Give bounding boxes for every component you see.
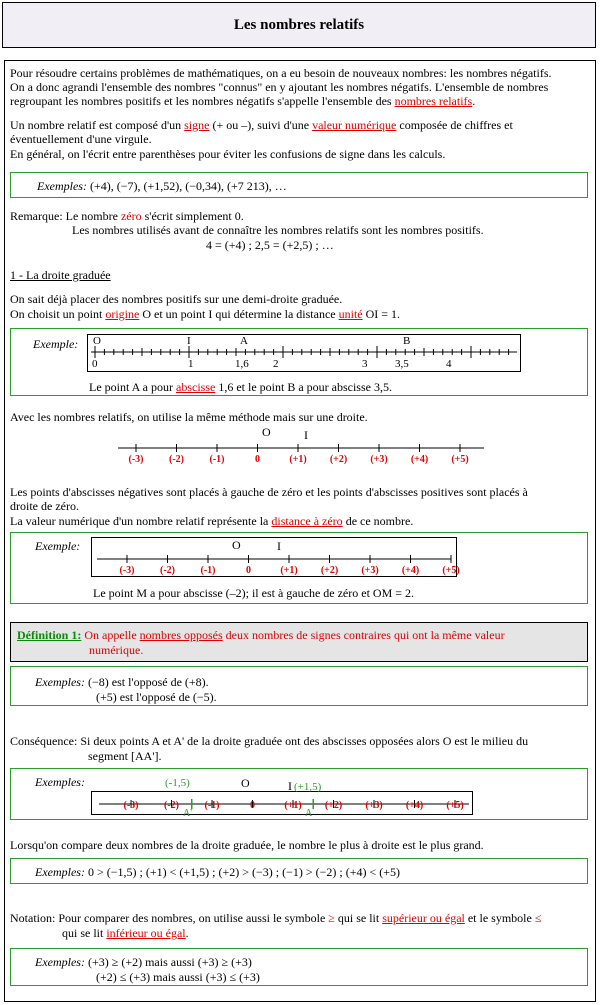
neg-line-3 (10, 514, 413, 529)
half-line-point-I: I (187, 335, 191, 347)
number-line-1-tick-label: (-3) (128, 454, 144, 465)
number-line-1-tick-label: (+5) (451, 454, 469, 465)
example-7-line-2: (+2) ≤ (+3) mais aussi (+3) ≤ (+3) (96, 970, 260, 984)
half-line-label-0: 0 (92, 358, 98, 370)
compose-text-e: composée de chiffres et (396, 118, 513, 132)
example-label: Exemples: (35, 775, 85, 789)
half-line-label-2: 2 (273, 358, 279, 370)
example-label: Exemples: (35, 955, 85, 969)
consequence-line-1: Conséquence: Si deux points A et A' de la droite graduée ont des abscisses opposées alors O est le milieu du (10, 734, 529, 748)
definition-1-title: Définition 1: (17, 628, 82, 642)
example-1-text: (+4), (−7), (+1,52), (−0,34), (+7 213), … (86, 179, 287, 193)
number-line-1-tick-label: (-2) (169, 454, 184, 465)
number-line-3-point-A: A (305, 808, 313, 819)
definition-1-line-2: numérique. (89, 643, 144, 657)
number-line-3-tick-label: (-3) (123, 800, 139, 811)
number-line-1-tick-label: (+2) (329, 454, 348, 465)
example-4-line-1 (35, 675, 209, 690)
example-2-caption (89, 380, 392, 395)
example-6-content (35, 865, 400, 880)
notation-line-1 (10, 911, 541, 926)
number-line-1-tick-label: (+1) (289, 454, 307, 465)
remarque-text-a: Remarque: Le nombre (10, 209, 121, 223)
term-distance-a-zero: distance à zéro (271, 514, 343, 528)
number-line-3-marks (124, 799, 464, 811)
compose-text-c: (+ ou –), suivi d'une (209, 118, 313, 132)
number-line-2-tick-label: (-3) (119, 565, 135, 576)
definition-1-line-1 (17, 628, 505, 643)
half-line-diagram (87, 334, 521, 374)
half-line-label-3-5: 3,5 (395, 358, 409, 370)
avec-text: Avec les nombres relatifs, on utilise la même méthode mais sur une droite. (10, 410, 368, 424)
term-signe: signe (184, 118, 210, 132)
number-line-3-tick-label: (-1) (204, 800, 220, 811)
example-3-caption: Le point M a pour abscisse (–2); il est à gauche de zéro et OM = 2. (93, 586, 415, 600)
number-line-2-point-I: I (277, 539, 281, 553)
number-line-3-label-minus-1-5: (-1,5) (165, 777, 190, 789)
example-6-text: 0 > (−1,5) ; (+1) < (+1,5) ; (+2) > (−3) ; (−1) > (−2) ; (+4) < (+5) (84, 865, 400, 879)
caption-text-a: Le point A a pour (89, 380, 176, 394)
number-line-3-tick-label: (+1) (284, 800, 302, 811)
number-line-2 (91, 537, 460, 579)
example-box-1 (10, 172, 588, 198)
example-7-line-1 (35, 955, 252, 970)
notation-line-2 (62, 926, 189, 941)
half-line-point-A: A (240, 335, 248, 347)
number-line-3-point-O: O (241, 776, 250, 790)
droite-text-e: OI = 1. (362, 307, 401, 321)
example-label: Exemples: (35, 865, 85, 879)
example-4-line-2: (+5) est l'opposé de (−5). (96, 690, 217, 704)
number-line-1-tick-label: (+3) (370, 454, 388, 465)
number-line-3-tick-label: (+3) (365, 800, 383, 811)
number-line-1 (110, 424, 490, 468)
compose-line-3: En général, on l'écrit entre parenthèses pour éviter les confusions de signe dans les calculs. (10, 147, 446, 161)
example-box-7 (10, 948, 588, 986)
page-title: Les nombres relatifs (2, 2, 596, 48)
number-line-2-tick-label: (+3) (361, 565, 379, 576)
term-origine: origine (105, 307, 140, 321)
example-label: Exemple: (33, 337, 79, 351)
intro-dot: . (472, 94, 476, 108)
number-line-2-tick-label: (-2) (160, 565, 175, 576)
notation-text-i: . (185, 926, 189, 940)
notation-text-c: qui se lit (334, 911, 383, 925)
example-box-4 (10, 666, 588, 706)
example-label: Exemples: (35, 675, 85, 689)
number-line-2-tick-label: 0 (246, 565, 251, 576)
half-line-label-1: 1 (188, 358, 194, 370)
number-line-2-point-O: O (232, 538, 241, 552)
notation-text-a: Notation: Pour comparer des nombres, on utilise aussi le symbole (10, 911, 329, 925)
droite-text-c: O et un point I qui détermine la distance (139, 307, 339, 321)
neg-text-c: de ce nombre. (342, 514, 414, 528)
number-line-3 (91, 771, 475, 819)
half-line-label-1-6: 1,6 (235, 358, 249, 370)
remarque-line-2: Les nombres utilisés avant de connaître les nombres relatifs sont les nombres positifs. (72, 223, 484, 237)
intro-text: regroupant les nombres positifs et les nombres négatifs s'appelle l'ensemble des (10, 94, 395, 108)
section-heading-droite-graduee: 1 - La droite graduée (10, 268, 111, 282)
example-box-5 (10, 768, 588, 820)
term-valeur-numerique: valeur numérique (312, 118, 397, 132)
droite-text-a: On choisit un point (10, 307, 106, 321)
number-line-2-tick-label: (+1) (280, 565, 298, 576)
number-line-2-marks (120, 555, 460, 576)
number-line-1-tick-label: (-1) (209, 454, 225, 465)
neg-line-2: droite de zéro. (10, 499, 79, 513)
term-nombres-relatifs: nombres relatifs (394, 94, 473, 108)
example-box-3 (10, 532, 588, 604)
half-line-point-O: O (93, 335, 101, 347)
definition-1-text-c: deux nombres de signes contraires qui ont la même valeur (222, 628, 505, 642)
intro-line-3 (10, 94, 475, 109)
number-line-1-tick-label: (+4) (410, 454, 429, 465)
compose-line-2: éventuellement d'une virgule. (10, 132, 152, 146)
term-superieur-ou-egal: supérieur ou égal (382, 911, 465, 925)
number-line-1-tick-label: 0 (255, 454, 260, 465)
compose-line-1 (10, 118, 513, 133)
half-line-label-3: 3 (362, 358, 368, 370)
example-box-2 (10, 328, 588, 396)
example-4-text-1: (−8) est l'opposé de (+8). (84, 675, 209, 689)
number-line-2-tick-label: (+4) (401, 565, 420, 576)
number-line-1-point-O: O (262, 425, 271, 439)
droite-line-2 (10, 307, 400, 322)
remarque-line-1 (10, 209, 244, 224)
caption-text-c: 1,6 et le point B a pour abscisse 3,5. (215, 380, 392, 394)
number-line-1-point-I: I (304, 428, 308, 442)
example-7-text-1: (+3) ≥ (+2) mais aussi (+3) ≥ (+3) (87, 955, 252, 969)
number-line-3-tick-label: (-2) (164, 800, 179, 811)
term-nombres-opposes: nombres opposés (139, 628, 223, 642)
number-line-1-marks (129, 444, 469, 465)
number-line-3-tick-label: 0 (250, 800, 255, 811)
droite-line-1: On sait déjà placer des nombres positifs sur une demi-droite graduée. (10, 292, 343, 306)
number-line-2-tick-label: (+2) (320, 565, 339, 576)
number-line-3-tick-label: (+5) (446, 800, 464, 811)
intro-line-2: On a donc agrandi l'ensemble des nombres "connus" en y ajoutant les nombres négatifs. L'ensemble de nombres (10, 80, 549, 94)
example-1-content (37, 179, 287, 194)
compose-text-a: Un nombre relatif est composé d'un (10, 118, 185, 132)
number-line-3-point-A-prime: A' (183, 808, 193, 819)
term-abscisse: abscisse (176, 380, 216, 394)
example-box-6 (10, 858, 588, 884)
number-line-3-label-plus-1-5: (+1,5) (294, 781, 322, 793)
notation-text-g: qui se lit (62, 926, 107, 940)
half-line-label-4: 4 (446, 358, 452, 370)
term-inferieur-ou-egal: inférieur ou égal (106, 926, 186, 940)
remarque-line-3: 4 = (+4) ; 2,5 = (+2,5) ; … (206, 238, 334, 252)
notation-text-e: et le symbole (464, 911, 535, 925)
term-zero: zéro (120, 209, 142, 223)
neg-text-a: La valeur numérique d'un nombre relatif représente la (10, 514, 272, 528)
intro-line-1: Pour résoudre certains problèmes de mathématiques, on a eu besoin de nouveaux nombres: les nombres négatifs. (10, 66, 552, 80)
symbol-le: ≤ (534, 911, 542, 925)
number-line-3-tick-label: (+2) (324, 800, 343, 811)
example-label: Exemples: (37, 179, 87, 193)
number-line-2-tick-label: (+5) (442, 565, 460, 576)
compare-text: Lorsqu'on compare deux nombres de la droite graduée, le nombre le plus à droite est le plus grand. (10, 838, 484, 852)
number-line-3-point-I: I (288, 779, 292, 793)
number-line-2-tick-label: (-1) (200, 565, 216, 576)
definition-1-text-a: On appelle (81, 628, 140, 642)
example-label: Exemple: (35, 539, 81, 553)
definition-1-box (10, 622, 588, 662)
term-unite: unité (338, 307, 363, 321)
half-line-point-B: B (403, 335, 411, 347)
number-line-3-tick-label: (+4) (405, 800, 424, 811)
neg-line-1: Les points d'abscisses négatives sont placés à gauche de zéro et les points d'abscisses positives sont placés à (10, 485, 528, 499)
remarque-text-c: s'écrit simplement 0. (141, 209, 244, 223)
symbol-ge: ≥ (328, 911, 335, 925)
consequence-line-2: segment [AA']. (88, 749, 162, 763)
